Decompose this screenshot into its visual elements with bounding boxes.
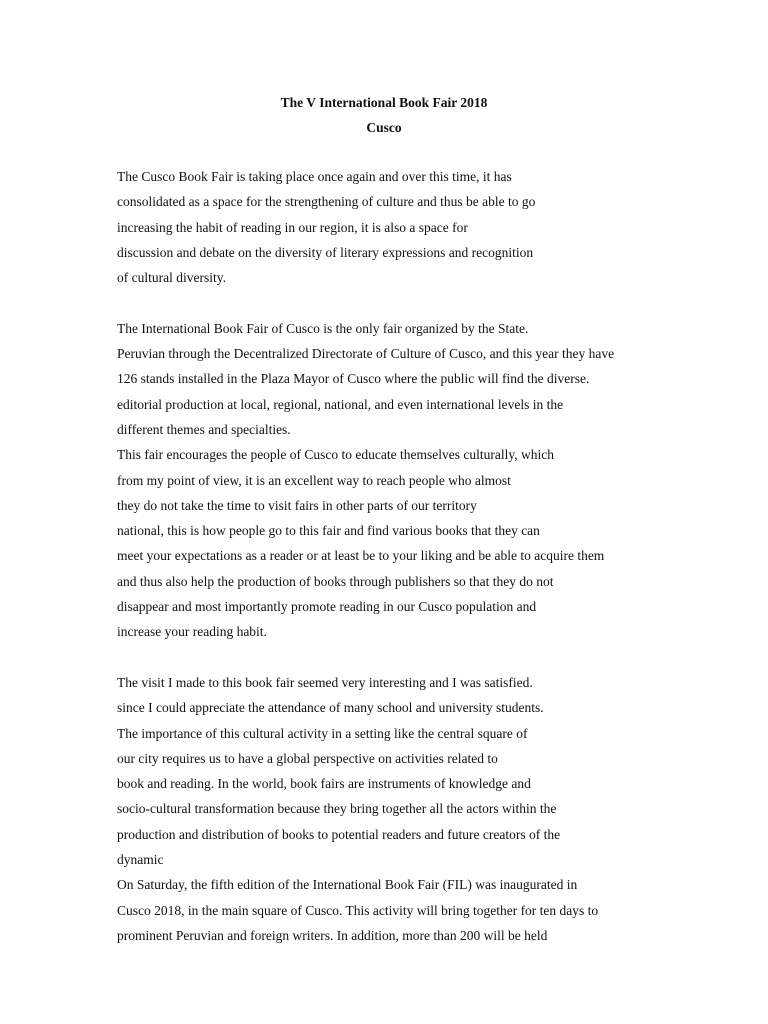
paragraph-gap — [117, 645, 717, 670]
text-line: socio-cultural transformation because they bring together all the actors within the — [117, 801, 557, 817]
text-line: increase your reading habit. — [117, 624, 267, 640]
paragraph-3 — [117, 670, 717, 948]
text-line: Cusco 2018, in the main square of Cusco. This activity will bring together for ten days to — [117, 902, 599, 918]
text-line: they do not take the time to visit fairs in other parts of our territory — [117, 497, 477, 513]
text-line: The visit I made to this book fair seemed very interesting and I was satisfied. — [117, 674, 533, 690]
text-line: meet your expectations as a reader or at least be to your liking and be able to acquire them — [117, 548, 605, 564]
text-line: dynamic — [117, 852, 164, 868]
text-line: The International Book Fair of Cusco is the only fair organized by the State. — [117, 320, 529, 336]
text-line: consolidated as a space for the strengthening of culture and thus be able to go — [117, 194, 536, 210]
text-line: different themes and specialties. — [117, 421, 291, 437]
paragraph-2 — [117, 316, 717, 645]
document-body — [117, 164, 717, 948]
text-line: production and distribution of books to potential readers and future creators of the — [117, 826, 561, 842]
text-line: national, this is how people go to this fair and find various books that they can — [117, 523, 540, 539]
document-subtitle: Cusco — [366, 120, 402, 135]
text-line: disappear and most importantly promote reading in our Cusco population and — [117, 599, 537, 615]
paragraph-1 — [117, 164, 717, 290]
text-line: since I could appreciate the attendance of many school and university students. — [117, 700, 544, 716]
text-line: This fair encourages the people of Cusco to educate themselves culturally, which — [117, 447, 554, 463]
document-title: The V International Book Fair 2018 — [280, 95, 488, 110]
text-line: from my point of view, it is an excellent way to reach people who almost — [117, 472, 511, 488]
text-line: 126 stands installed in the Plaza Mayor of Cusco where the public will find the diverse. — [117, 371, 590, 387]
text-line: and thus also help the production of books through publishers so that they do not — [117, 573, 554, 589]
text-line: discussion and debate on the diversity of literary expressions and recognition — [117, 244, 534, 260]
text-line: editorial production at local, regional, national, and even international levels in the — [117, 396, 564, 412]
title-block — [0, 90, 768, 140]
text-line: Peruvian through the Decentralized Directorate of Culture of Cusco, and this year they have — [117, 346, 615, 362]
paragraph-gap — [117, 290, 717, 315]
text-line: The Cusco Book Fair is taking place once again and over this time, it has — [117, 169, 512, 184]
text-line: of cultural diversity. — [117, 270, 226, 286]
text-line: book and reading. In the world, book fairs are instruments of knowledge and — [117, 776, 531, 792]
text-line: On Saturday, the fifth edition of the International Book Fair (FIL) was inaugurated in — [117, 877, 578, 893]
text-line: prominent Peruvian and foreign writers. In addition, more than 200 will be held — [117, 927, 548, 943]
text-line: increasing the habit of reading in our region, it is also a space for — [117, 219, 468, 235]
text-line: our city requires us to have a global perspective on activities related to — [117, 750, 498, 766]
text-line: The importance of this cultural activity in a setting like the central square of — [117, 725, 528, 741]
